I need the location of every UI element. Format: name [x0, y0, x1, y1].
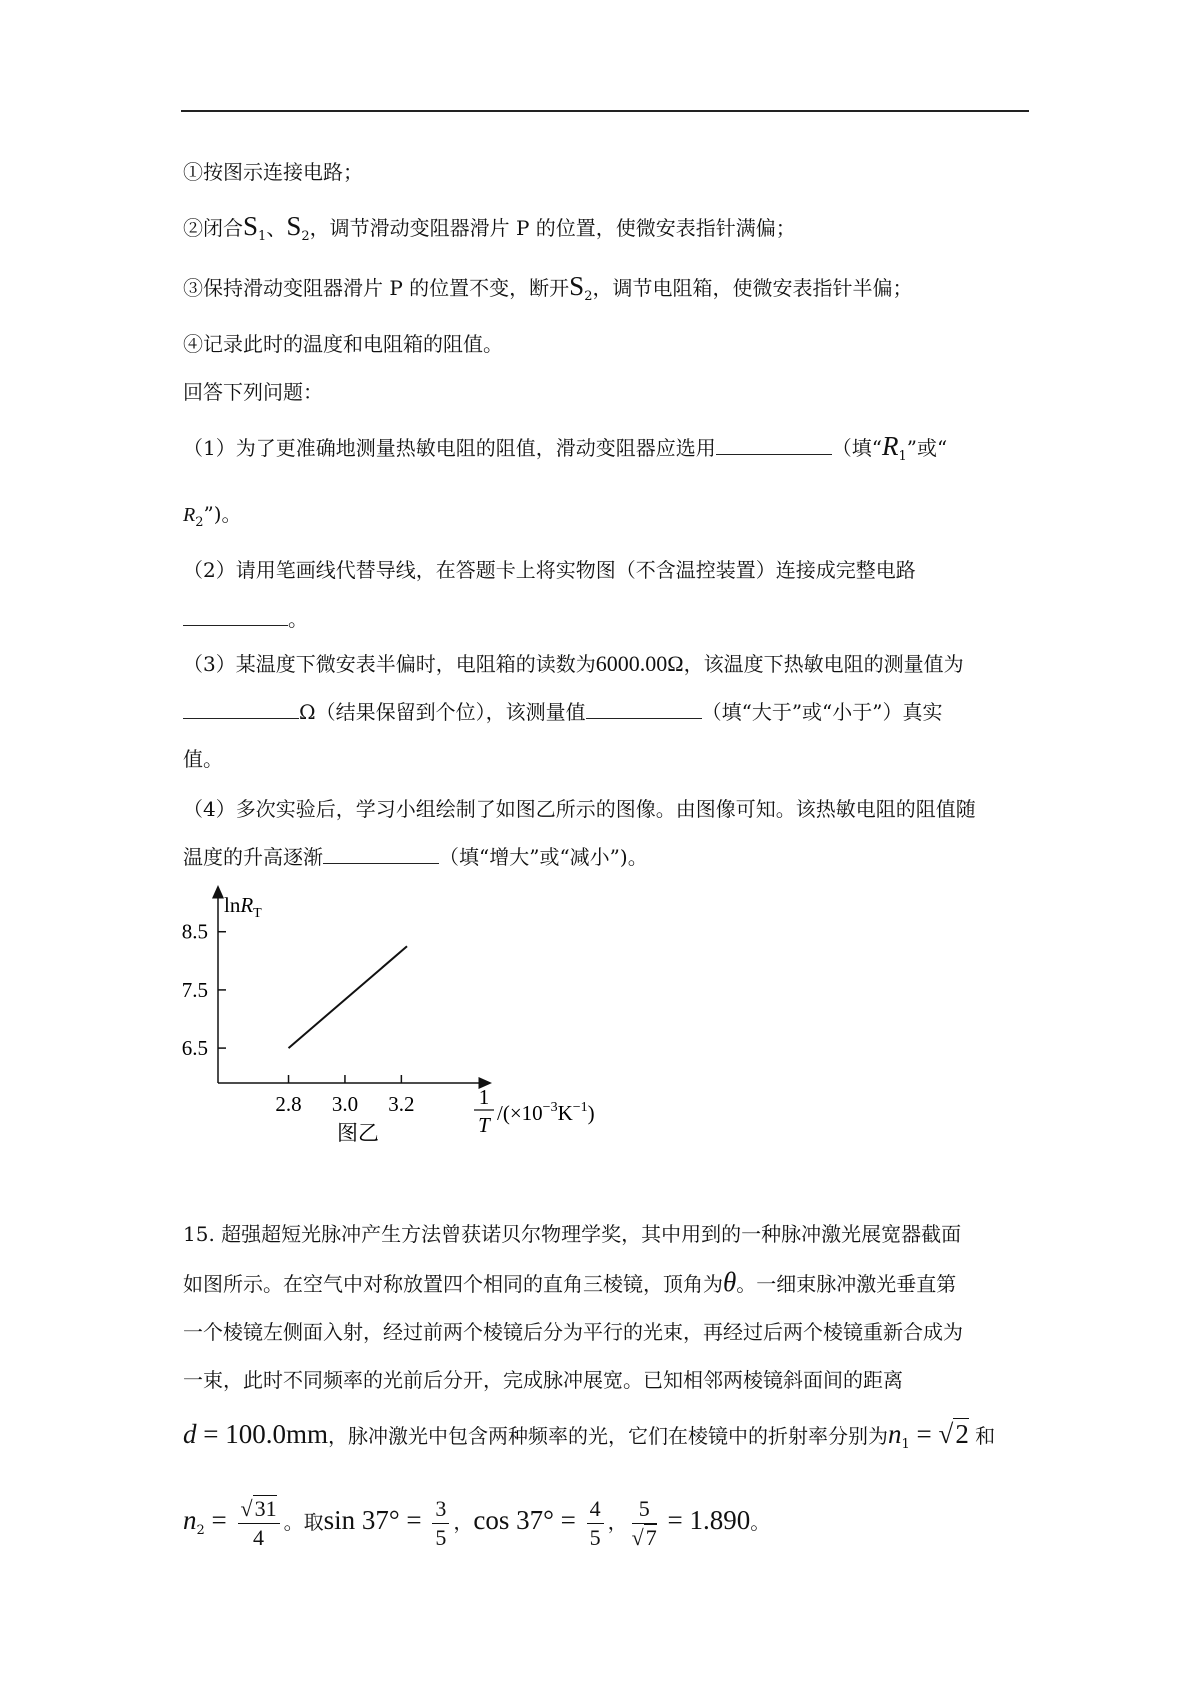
question-4-line-2: 温度的升高逐渐 （填“增大”或“减小”)。 — [183, 845, 648, 869]
x-label-numerator: 1 — [478, 1085, 490, 1109]
step-3: ③保持滑动变阻器滑片 P 的位置不变，断开$S_2$，调节电阻箱，使微安表指针半偏； — [183, 271, 913, 304]
y-tick-label: 8.5 — [181, 919, 208, 944]
y-tick-label: 6.5 — [181, 1036, 208, 1061]
y-axis-label: lnR$_T$ — [224, 893, 262, 921]
question-3-line-2: Ω（结果保留到个位），该测量值 （填“大于”或“小于”）真实 — [183, 698, 943, 726]
step-4: ④记录此时的温度和电阻箱的阻值。 — [183, 332, 503, 356]
q15-line-1: 15. 超强超短光脉冲产生方法曾获诺贝尔物理学奖，其中用到的一种脉冲激光展宽器截面 — [183, 1222, 962, 1246]
question-3-line-3: 值。 — [183, 747, 223, 771]
question-2-line-1: （2）请用笔画线代替导线，在答题卡上将实物图（不含温控装置）连接成完整电路 — [183, 558, 916, 582]
answer-intro: 回答下列问题： — [183, 380, 323, 404]
step-1: ①按图示连接电路； — [183, 160, 363, 184]
question-3-line-1: （3）某温度下微安表半偏时，电阻箱的读数为6000.00Ω，该温度下热敏电阻的测量值为 — [183, 651, 964, 676]
x-label-denominator: T — [478, 1113, 490, 1137]
question-4-line-1: （4）多次实验后，学习小组绘制了如图乙所示的图像。由图像可知。该热敏电阻的阻值随 — [183, 797, 976, 821]
question-1-line-2: $R_2$”)。 — [183, 502, 242, 530]
step-2: ②闭合$S_1$、$S_2$，调节滑动变阻器滑片 P 的位置，使微安表指针满偏； — [183, 211, 796, 244]
question-1-line-1: （1）为了更准确地测量热敏电阻的阻值，滑动变阻器应选用 （填“$R_1$”或“ — [183, 431, 948, 464]
x-tick-label: 2.8 — [275, 1092, 302, 1116]
q15-line-5: d = 100.0mm，脉冲激光中包含两种频率的光，它们在棱镜中的折射率分别为$n_1 = √2$ 和 — [183, 1419, 996, 1452]
q15-line-4: 一束，此时不同频率的光前后分开，完成脉冲展宽。已知相邻两棱镜斜面间的距离 — [183, 1368, 903, 1392]
cos-fraction: $\frac{4}{5}$ — [587, 1495, 604, 1552]
q15-line-3: 一个棱镜左侧面入射，经过前两个棱镜后分为平行的光束，再经过后两个棱镜重新合成为 — [183, 1320, 963, 1344]
q15-line-6: $n_2$ = $\frac{√31}{4}$ 。取sin 37° = $\frac{3}{5}$ ，cos 37° = $\frac{4}{5}$ ， $\frac{5}{√7}$ = 1.890。 — [183, 1496, 771, 1550]
y-tick-label: 7.5 — [181, 977, 208, 1002]
n2-fraction: $\frac{√31}{4}$ — [238, 1495, 280, 1552]
x-label-unit: $/(\times 10^{-3}K^{-1})$ — [497, 1100, 595, 1125]
q15-line-2: 如图所示。在空气中对称放置四个相同的直角三棱镜，顶角为θ。一细束脉冲激光垂直第 — [183, 1267, 957, 1297]
root7-fraction: $\frac{5}{√7}$ — [631, 1496, 657, 1550]
series-line — [289, 946, 407, 1048]
question-2-line-2: 。 — [183, 605, 308, 633]
x-tick-label: 3.2 — [388, 1092, 415, 1116]
figure-caption: 图乙 — [337, 1121, 379, 1145]
x-tick-label: 3.0 — [331, 1092, 359, 1116]
sin-fraction: $\frac{3}{5}$ — [432, 1495, 449, 1552]
